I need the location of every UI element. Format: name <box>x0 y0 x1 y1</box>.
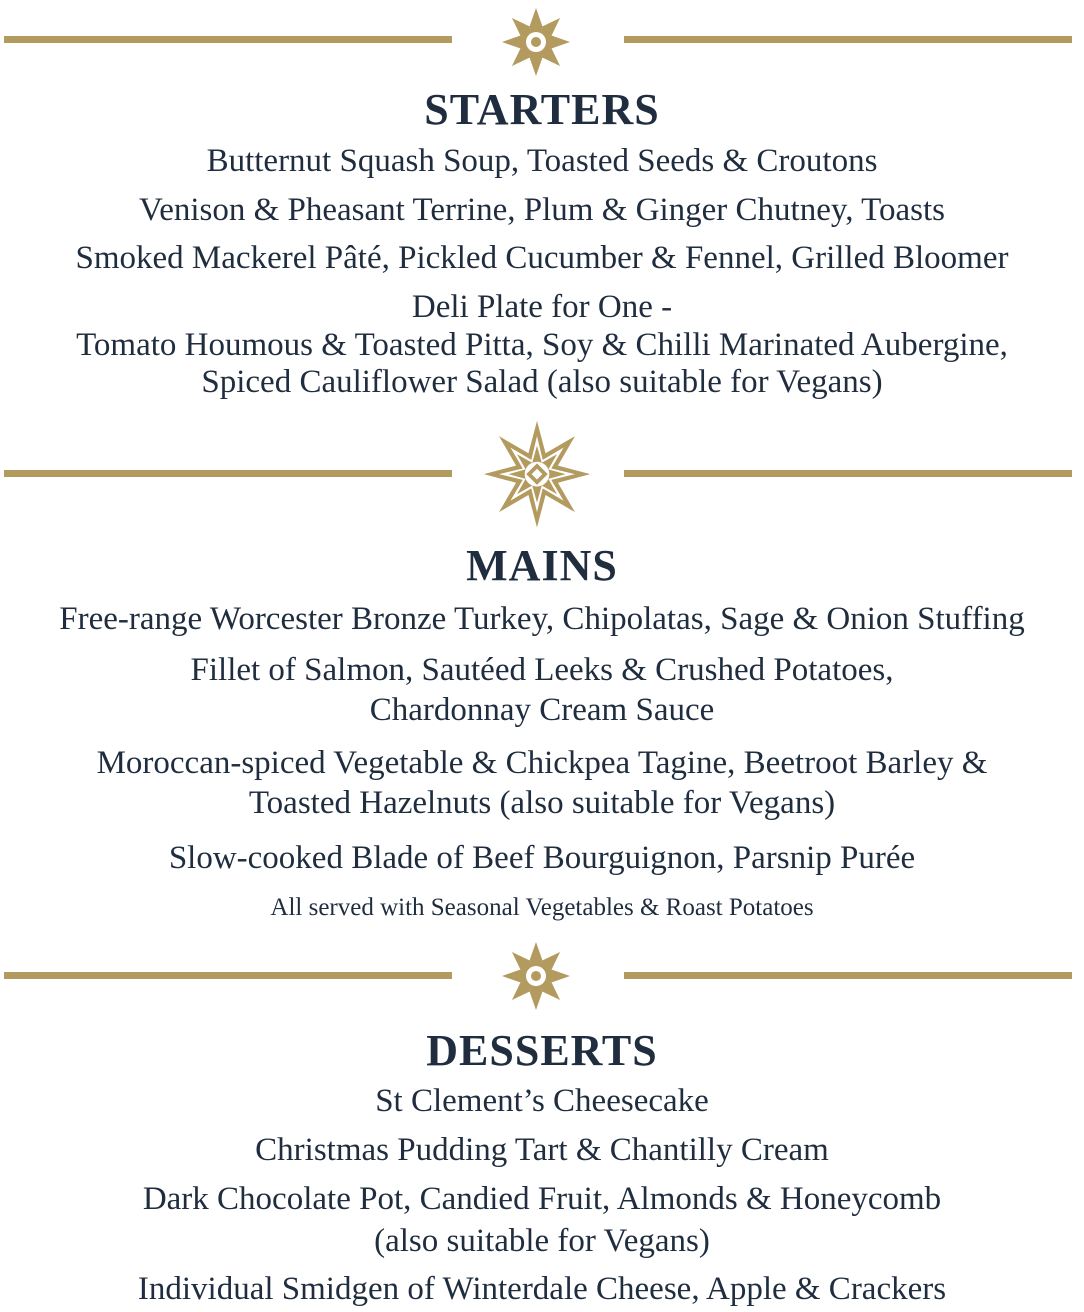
menu-note: All served with Seasonal Vegetables & Roast Potatoes <box>270 894 814 921</box>
gold-rule-right <box>624 36 1072 43</box>
star-ornament-icon <box>477 420 597 534</box>
menu-item: Smoked Mackerel Pâté, Pickled Cucumber & Fennel, Grilled Bloomer <box>75 240 1009 276</box>
menu-item: Slow-cooked Blade of Beef Bourguignon, Parsnip Purée <box>168 840 916 876</box>
menu-item: Venison & Pheasant Terrine, Plum & Ginger Chutney, Toasts <box>139 192 945 228</box>
gold-rule-left <box>4 470 452 477</box>
menu-item: Toasted Hazelnuts (also suitable for Vegans) <box>248 785 836 821</box>
menu-item: Fillet of Salmon, Sautéed Leeks & Crushed Potatoes, <box>190 652 894 688</box>
section-title-desserts: DESSERTS <box>426 1026 658 1075</box>
gold-rule-right <box>624 972 1072 979</box>
gold-rule-left <box>4 972 452 979</box>
menu-item: Butternut Squash Soup, Toasted Seeds & Croutons <box>206 143 878 179</box>
section-title-starters: STARTERS <box>424 85 660 134</box>
sun-ornament-icon <box>498 4 574 80</box>
sun-ornament-icon <box>498 942 574 1018</box>
divider-starters <box>0 0 1084 80</box>
menu-item: Free-range Worcester Bronze Turkey, Chipolatas, Sage & Onion Stuffing <box>59 601 1025 637</box>
gold-rule-left <box>4 36 452 43</box>
menu-item: (also suitable for Vegans) <box>374 1223 710 1259</box>
menu-item: St Clement’s Cheesecake <box>375 1083 709 1119</box>
menu-item: Dark Chocolate Pot, Candied Fruit, Almonds & Honeycomb <box>142 1181 942 1217</box>
divider-desserts <box>0 938 1084 1018</box>
menu-item: Chardonnay Cream Sauce <box>369 692 715 728</box>
divider-mains <box>0 420 1084 540</box>
gold-rule-right <box>624 470 1072 477</box>
section-title-mains: MAINS <box>466 541 618 590</box>
menu-item: Individual Smidgen of Winterdale Cheese, Apple & Crackers <box>137 1271 947 1307</box>
menu-item: Spiced Cauliflower Salad (also suitable for Vegans) <box>201 364 883 400</box>
menu-item: Christmas Pudding Tart & Chantilly Cream <box>255 1132 829 1168</box>
menu-item: Moroccan-spiced Vegetable & Chickpea Tagine, Beetroot Barley & <box>96 745 988 781</box>
menu-item: Tomato Houmous & Toasted Pitta, Soy & Chilli Marinated Aubergine, <box>76 327 1008 363</box>
menu-item: Deli Plate for One - <box>411 289 673 325</box>
